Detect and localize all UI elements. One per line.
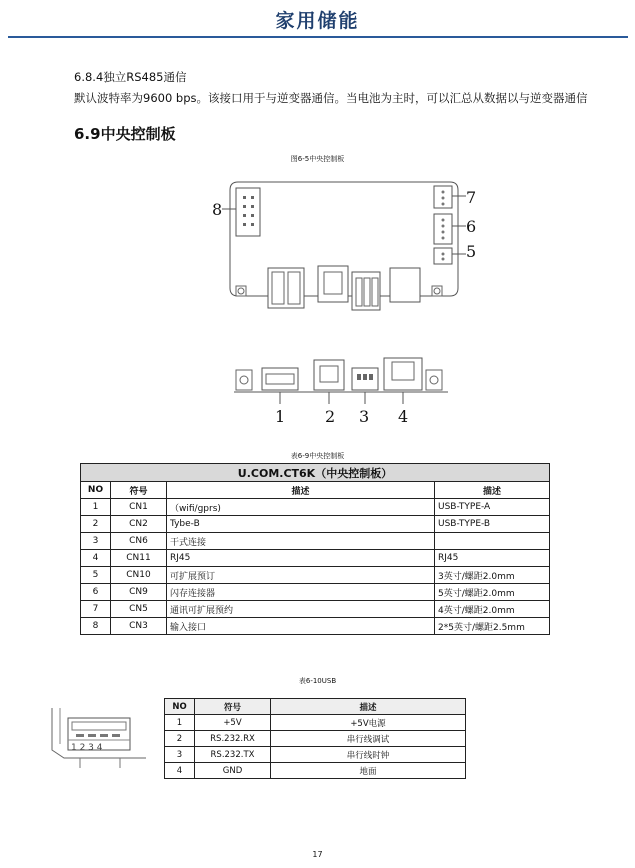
table-cell: 输入接口 xyxy=(167,618,435,635)
column-header: 符号 xyxy=(111,482,167,499)
table-row xyxy=(165,763,466,779)
table-cell: RJ45 xyxy=(167,550,435,567)
column-header: 描述 xyxy=(167,482,435,499)
table-cell: Tybe-B xyxy=(167,516,435,533)
table-row xyxy=(81,601,550,618)
table-cell: USB-TYPE-B xyxy=(435,516,550,533)
usb-pin-table xyxy=(164,698,466,779)
section-title: 6.9中央控制板 xyxy=(74,125,176,143)
column-header: 描述 xyxy=(435,482,550,499)
table-cell: GND xyxy=(195,763,271,779)
connector-table xyxy=(80,463,550,635)
table-cell: USB-TYPE-A xyxy=(435,499,550,516)
table1-title: U.COM.CT6K（中央控制板） xyxy=(81,464,550,482)
table-cell: 3英寸/螺距2.0mm xyxy=(435,567,550,584)
table-cell: RS.232.RX xyxy=(195,731,271,747)
column-header: 符号 xyxy=(195,699,271,715)
table-cell: 2 xyxy=(81,516,111,533)
table-cell: CN5 xyxy=(111,601,167,618)
table-cell: 闪存连接器 xyxy=(167,584,435,601)
table1-caption: 表6-9中央控制板 xyxy=(290,452,345,460)
column-header: NO xyxy=(165,699,195,715)
subsection-heading: 6.8.4独立RS485通信 xyxy=(74,70,187,84)
usb-connector-drawing xyxy=(50,704,150,774)
table-cell: 3 xyxy=(165,747,195,763)
table-row xyxy=(165,731,466,747)
callout-7: 7 xyxy=(466,188,477,207)
table-cell: 4 xyxy=(81,550,111,567)
table-cell: CN6 xyxy=(111,533,167,550)
table-row xyxy=(81,499,550,516)
table-cell: 5 xyxy=(81,567,111,584)
subsection-body: 默认波特率为9600 bps。该接口用于与逆变器通信。当电池为主时，可以汇总从数据以与逆变器通信 xyxy=(74,91,588,105)
callout-4: 4 xyxy=(398,407,409,426)
table-cell: 2*5英寸/螺距2.5mm xyxy=(435,618,550,635)
table-header-row xyxy=(165,699,466,715)
board-front-view xyxy=(228,348,458,404)
table-cell: （wifi/gprs) xyxy=(167,499,435,516)
callout-1: 1 xyxy=(275,407,286,426)
callout-3: 3 xyxy=(359,407,370,426)
header-divider xyxy=(8,36,628,38)
table-cell: 4 xyxy=(165,763,195,779)
table-cell: +5V xyxy=(195,715,271,731)
table-cell: +5V电源 xyxy=(271,715,466,731)
table-cell: 1 xyxy=(165,715,195,731)
table-cell: RJ45 xyxy=(435,550,550,567)
table-row xyxy=(81,516,550,533)
table-cell: CN1 xyxy=(111,499,167,516)
callout-5: 5 xyxy=(466,242,477,261)
callout-2: 2 xyxy=(325,407,336,426)
table-cell: 通讯可扩展预约 xyxy=(167,601,435,618)
table-cell: 5英寸/螺距2.0mm xyxy=(435,584,550,601)
table-cell: 串行线调试 xyxy=(271,731,466,747)
table-cell: CN2 xyxy=(111,516,167,533)
page-number: 17 xyxy=(312,850,323,859)
table-cell: 4英寸/螺距2.0mm xyxy=(435,601,550,618)
table-row xyxy=(81,567,550,584)
table-row xyxy=(165,747,466,763)
board-top-view xyxy=(200,176,500,320)
table-row xyxy=(81,618,550,635)
column-header: NO xyxy=(81,482,111,499)
table-cell: 串行线时钟 xyxy=(271,747,466,763)
column-header: 描述 xyxy=(271,699,466,715)
callout-8: 8 xyxy=(212,200,223,219)
table-cell: 干式连接 xyxy=(167,533,435,550)
table-row xyxy=(81,533,550,550)
usb-pin-labels: 1 2 3 4 xyxy=(71,743,103,753)
table-row xyxy=(165,715,466,731)
table-cell: 2 xyxy=(165,731,195,747)
table-cell xyxy=(435,533,550,550)
table-cell: 可扩展预订 xyxy=(167,567,435,584)
table-row xyxy=(81,584,550,601)
table2-caption: 表6-10USB xyxy=(298,677,337,685)
page-header-title: 家用储能 xyxy=(275,10,360,32)
table-cell: CN10 xyxy=(111,567,167,584)
table-cell: 7 xyxy=(81,601,111,618)
table-row xyxy=(81,550,550,567)
table-cell: RS.232.TX xyxy=(195,747,271,763)
table-cell: 1 xyxy=(81,499,111,516)
table-cell: CN11 xyxy=(111,550,167,567)
figure-caption: 图6-5中央控制板 xyxy=(290,155,345,163)
table-cell: 8 xyxy=(81,618,111,635)
table-cell: CN9 xyxy=(111,584,167,601)
table-cell: 6 xyxy=(81,584,111,601)
table-header-row xyxy=(81,482,550,499)
table-cell: CN3 xyxy=(111,618,167,635)
table-cell: 地面 xyxy=(271,763,466,779)
table-cell: 3 xyxy=(81,533,111,550)
callout-6: 6 xyxy=(466,217,477,236)
